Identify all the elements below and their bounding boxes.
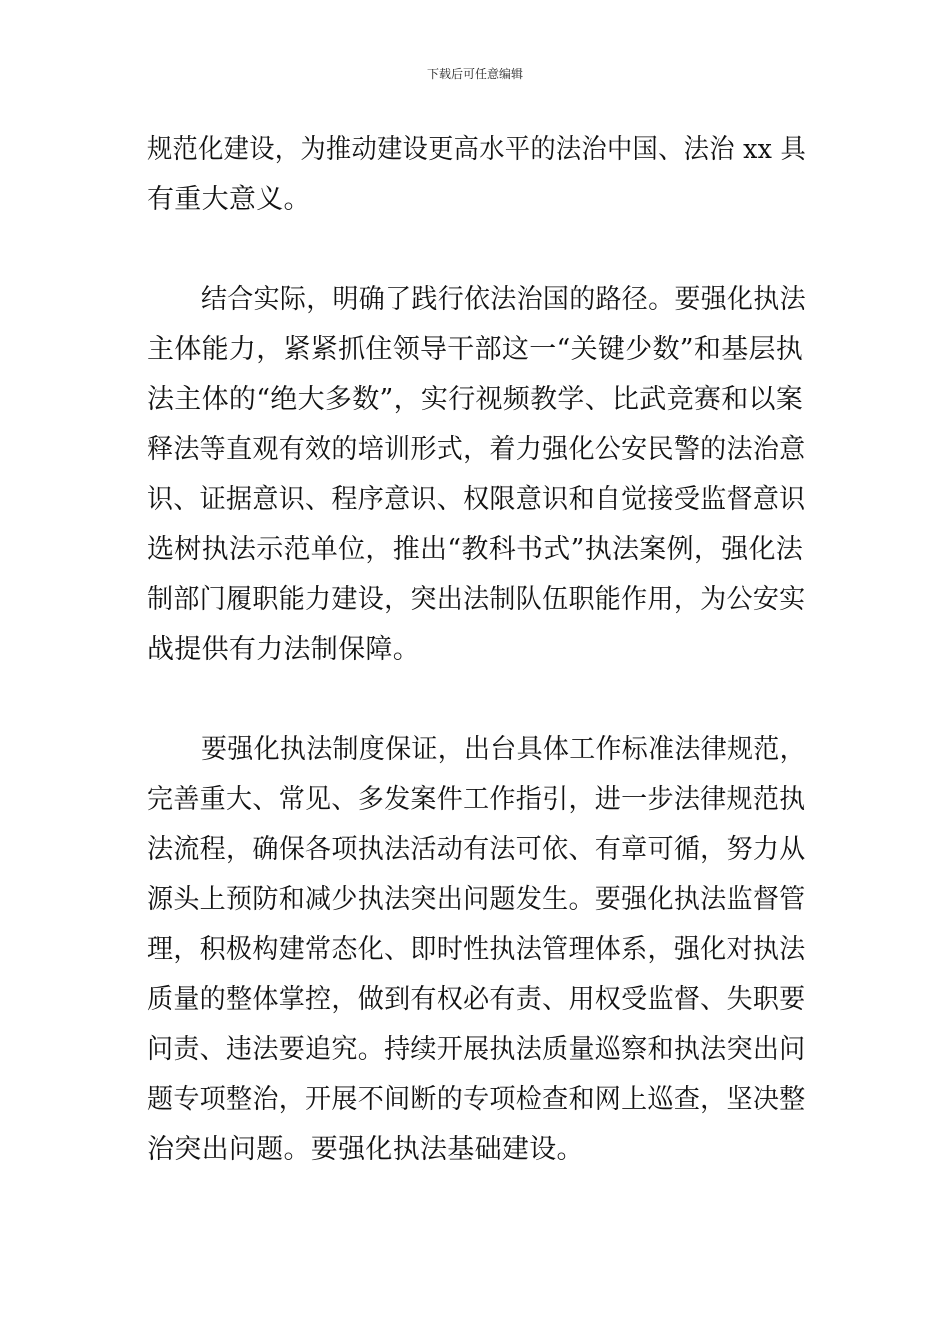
paragraph-2-line-7: 制部门履职能力建设，突出法制队伍职能作用，为公安实 (147, 584, 806, 615)
paragraph-2-line-5: 识、证据意识、程序意识、权限意识和自觉接受监督意识 (147, 484, 806, 515)
paragraph-3-line-7: 问责、违法要追究。持续开展执法质量巡察和执法突出问 (147, 1034, 806, 1065)
paragraph-3-line-3: 法流程，确保各项执法活动有法可依、有章可循，努力从 (147, 834, 806, 865)
paragraph-2-line-1: 结合实际，明确了践行依法治国的路径。要强化执法 (201, 284, 806, 315)
paragraph-1-line-2: 有重大意义。 (147, 184, 311, 215)
paragraph-2-line-6: 选树执法示范单位，推出“教科书式”执法案例，强化法 (147, 534, 804, 565)
paragraph-2-line-4: 释法等直观有效的培训形式，着力强化公安民警的法治意 (147, 434, 806, 465)
paragraph-3-line-5: 理，积极构建常态化、即时性执法管理体系，强化对执法 (147, 934, 806, 965)
paragraph-3-line-8: 题专项整治，开展不间断的专项检查和网上巡查，坚决整 (147, 1084, 806, 1115)
paragraph-1-line-1: 规范化建设，为推动建设更高水平的法治中国、法治 xx 具 (147, 134, 807, 165)
paragraph-2-line-3: 法主体的“绝大多数”，实行视频教学、比武竞赛和以案 (147, 384, 804, 415)
page-header: 下载后可任意编辑 (426, 67, 523, 81)
paragraph-3-line-2: 完善重大、常见、多发案件工作指引，进一步法律规范执 (147, 784, 806, 815)
paragraph-3-line-6: 质量的整体掌控，做到有权必有责、用权受监督、失职要 (147, 984, 806, 1015)
paragraph-2-line-2: 主体能力，紧紧抓住领导干部这一“关键少数”和基层执 (147, 334, 804, 365)
paragraph-3-line-4: 源头上预防和减少执法突出问题发生。要强化执法监督管 (147, 884, 806, 915)
paragraph-3-line-9: 治突出问题。要强化执法基础建设。 (147, 1134, 584, 1165)
paragraph-3-line-1: 要强化执法制度保证，出台具体工作标准法律规范， (201, 734, 806, 765)
paragraph-2-line-8: 战提供有力法制保障。 (147, 634, 420, 665)
